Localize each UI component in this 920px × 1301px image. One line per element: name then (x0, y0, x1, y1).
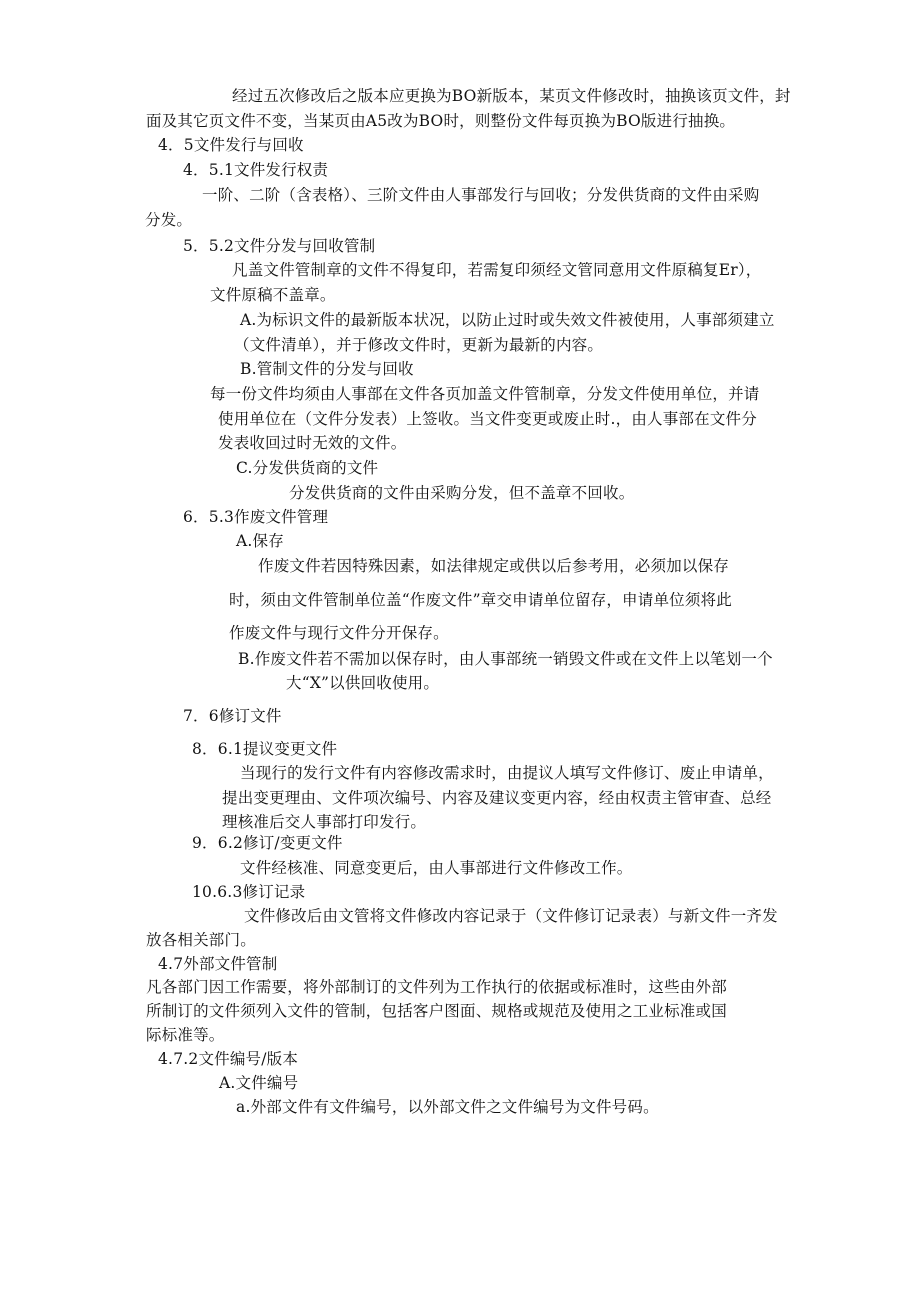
section-heading: 4.7外部文件管制 (158, 955, 278, 973)
item-heading: A.文件编号 (219, 1074, 299, 1092)
subsection-heading: 6．5.3作废文件管理 (183, 508, 329, 526)
text-line: 每一份文件均须由人事部在文件各页加盖文件管制章，分发文件使用单位，并请 (210, 385, 760, 403)
subsection-heading: 10.6.3修订记录 (192, 883, 306, 901)
text-line: 分发供货商的文件由采购分发，但不盖章不回收。 (289, 484, 635, 502)
text-line: B.作废文件若不需加以保存时，由人事部统一销毁文件或在文件上以笔划一个 (238, 650, 773, 668)
subsection-heading: 8．6.1提议变更文件 (192, 740, 338, 758)
text-line: 使用单位在（文件分发表）上签收。当文件变更或废止时.，由人事部在文件分 (218, 410, 757, 428)
item-heading: A.保存 (236, 532, 284, 550)
subsection-heading: 5．5.2文件分发与回收管制 (183, 237, 376, 255)
text-line: 提出变更理由、文件项次编号、内容及建议变更内容，经由权责主管审查、总经 (222, 789, 772, 807)
text-line: （文件清单），并于修改文件时，更新为最新的内容。 (234, 336, 604, 354)
text-line: 凡盖文件管制章的文件不得复印，若需复印须经文管同意用文件原稿复Er）， (232, 261, 762, 279)
text-line: 作废文件与现行文件分开保存。 (229, 624, 449, 642)
item-heading: C.分发供货商的文件 (236, 459, 379, 477)
text-line: 分发。 (145, 211, 193, 229)
text-line: A.为标识文件的最新版本状况，以防止过时或失效文件被使用，人事部须建立 (240, 311, 775, 329)
text-line: 理核准后交人事部打印发行。 (222, 813, 427, 831)
text-line: 当现行的发行文件有内容修改需求时，由提议人填写文件修订、废止申请单， (240, 764, 774, 782)
text-line: 时，须由文件管制单位盖“作废文件”章交申请单位留存，申请单位须将此 (229, 591, 732, 609)
text-line: 放各相关部门。 (146, 931, 256, 949)
text-line: a.外部文件有文件编号，以外部文件之文件编号为文件号码。 (236, 1098, 659, 1116)
text-line: 发表收回过时无效的文件。 (218, 434, 407, 452)
text-line: 文件修改后由文管将文件修改内容记录于（文件修订记录表）与新文件一齐发 (244, 907, 778, 925)
text-line: 一阶、二阶（含表格）、三阶文件由人事部发行与回收；分发供货商的文件由采购 (202, 186, 760, 204)
text-line: 文件原稿不盖章。 (210, 286, 336, 304)
text-line: 面及其它页文件不变，当某页由A5改为BO时，则整份文件每页换为BO版进行抽换。 (146, 112, 736, 130)
text-line: 大“X”以供回收使用。 (286, 674, 440, 692)
subsection-heading: 4．5.1文件发行权责 (183, 161, 329, 179)
text-line: 文件经核准、同意变更后，由人事部进行文件修改工作。 (240, 859, 633, 877)
section-heading: 4．5文件发行与回收 (158, 136, 304, 154)
item-heading: B.管制文件的分发与回收 (240, 360, 414, 378)
text-line: 经过五次修改后之版本应更换为BO新版本，某页文件修改时，抽换该页文件，封 (232, 87, 791, 105)
text-line: 际标准等。 (146, 1026, 225, 1044)
text-line: 作废文件若因特殊因素，如法律规定或供以后参考用，必须加以保存 (258, 557, 730, 575)
section-heading: 7．6修订文件 (183, 707, 282, 725)
subsection-heading: 9．6.2修订/变更文件 (192, 834, 343, 852)
text-line: 凡各部门因工作需要，将外部制订的文件列为工作执行的依据或标准时，这些由外部 (146, 978, 727, 996)
subsection-heading: 4.7.2文件编号/版本 (158, 1050, 299, 1068)
text-line: 所制订的文件须列入文件的管制，包括客户图面、规格或规范及使用之工业标准或国 (146, 1002, 727, 1020)
